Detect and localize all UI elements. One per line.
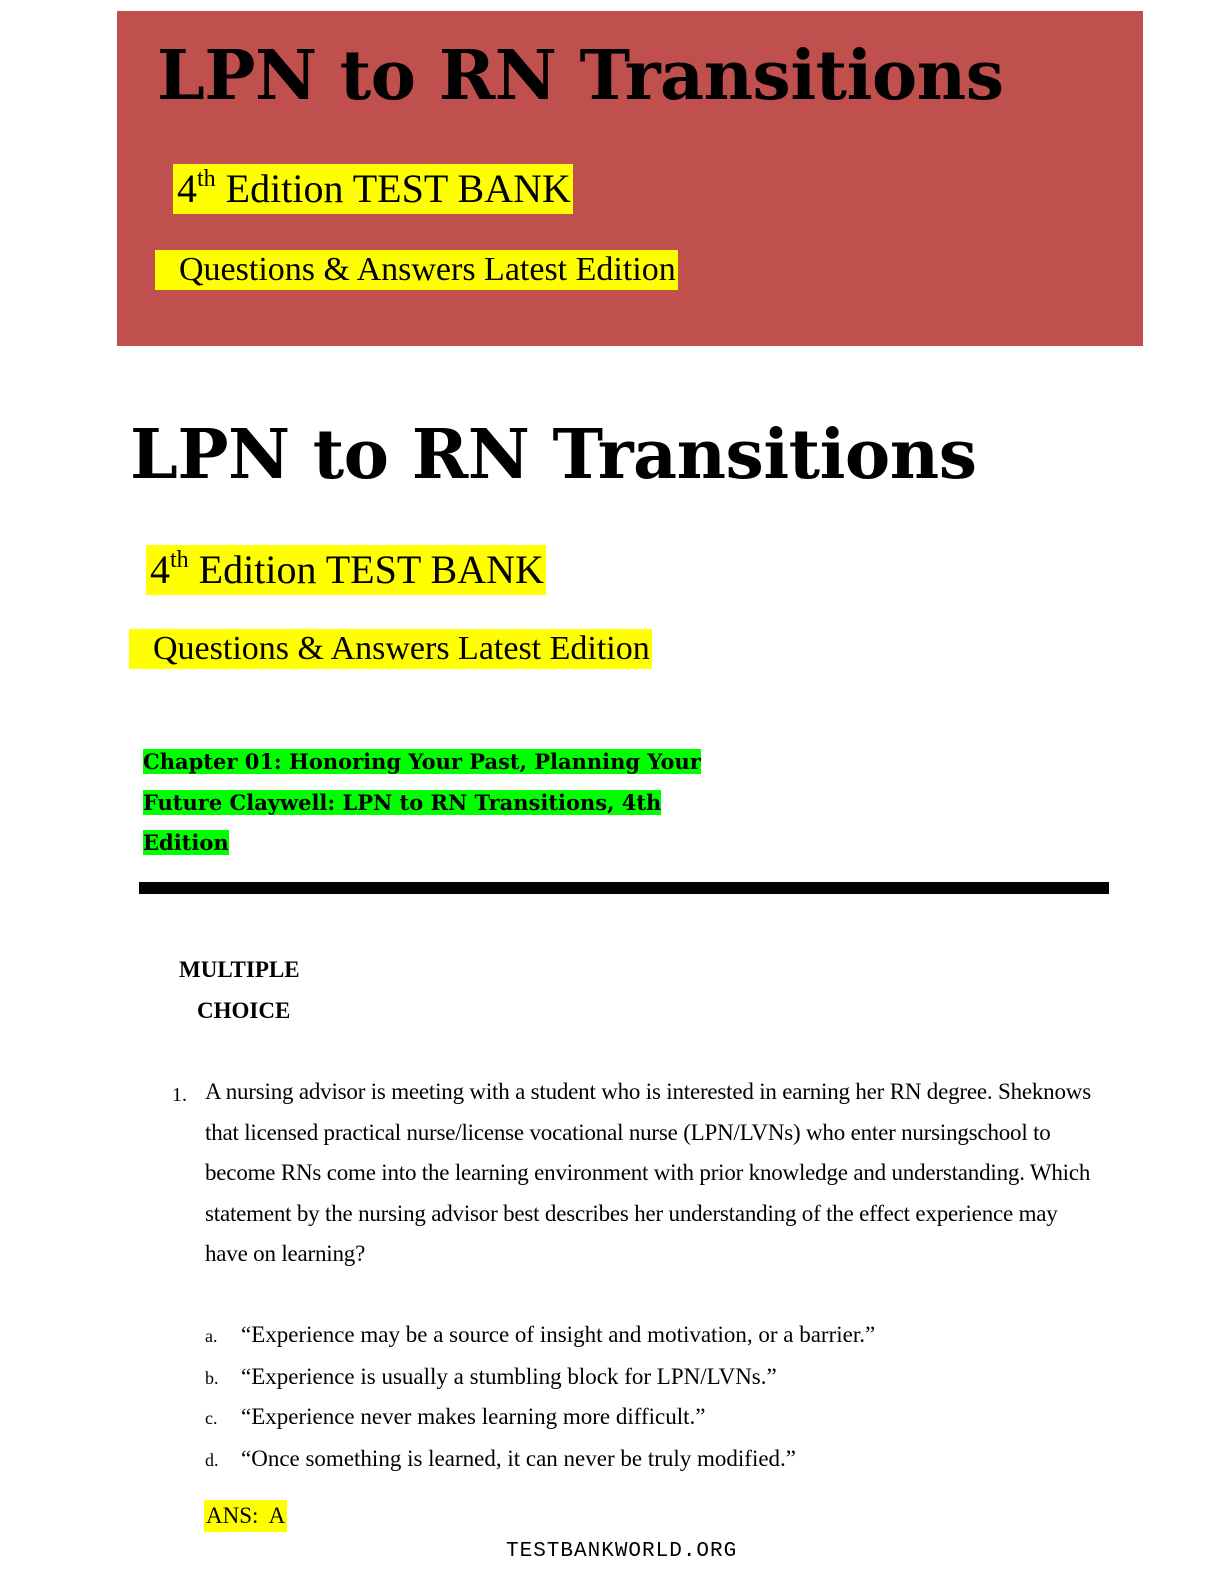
banner-title: LPN to RN Transitions [157,36,1004,116]
banner-edition-suffix: th [197,166,216,192]
footer-site: TESTBANKWORLD.ORG [506,1540,738,1563]
chapter-line-2: Future Claywell: LPN to RN Transitions, 4th [143,789,662,815]
chapter-line-3: Edition [143,830,229,855]
banner-edition [173,164,573,214]
option-c [205,1397,705,1438]
divider-rule [139,882,1109,894]
edition-line [146,545,546,595]
edition-suffix: th [170,547,189,573]
question-text: A nursing advisor is meeting with a student who is interested in earning her RN degree. Sheknows that licensed practical nurse/license vocational nurse (LPN/LVNs) who enter nursingschool to become RNs come into the learning environment with prior knowledge and understanding. Which statement by the nursing advisor best describes her understanding of the effect experience may have on learning? [205,1079,1091,1266]
banner-edition-text: Edition TEST BANK [215,166,571,211]
section-heading-line-1: MULTIPLE [179,957,300,982]
subtitle: Questions & Answers Latest Edition [129,629,652,669]
edition-number: 4 [150,547,170,592]
option-c-letter: c. [205,1408,218,1428]
option-c-text: “Experience never makes learning more difficult.” [241,1404,706,1429]
question-number: 1. [172,1084,187,1106]
option-b [205,1357,777,1398]
chapter-line-1: Chapter 01: Honoring Your Past, Planning Your [143,749,701,774]
option-a-letter: a. [205,1326,218,1346]
chapter-heading [143,742,701,864]
option-d [205,1439,796,1480]
option-d-letter: d. [205,1450,219,1470]
edition-text: Edition TEST BANK [188,547,544,592]
option-d-text: “Once something is learned, it can never be truly modified.” [241,1446,796,1471]
section-heading-line-2: CHOICE [197,998,291,1023]
page-title: LPN to RN Transitions [130,415,977,495]
option-b-text: “Experience is usually a stumbling block for LPN/LVNs.” [241,1364,777,1389]
option-b-letter: b. [205,1368,219,1388]
answer-key: ANS: A [204,1500,287,1532]
banner-edition-number: 4 [177,166,197,211]
banner-subtitle: Questions & Answers Latest Edition [155,250,678,290]
option-a-text: “Experience may be a source of insight and motivation, or a barrier.” [241,1322,876,1347]
option-a [205,1315,875,1356]
